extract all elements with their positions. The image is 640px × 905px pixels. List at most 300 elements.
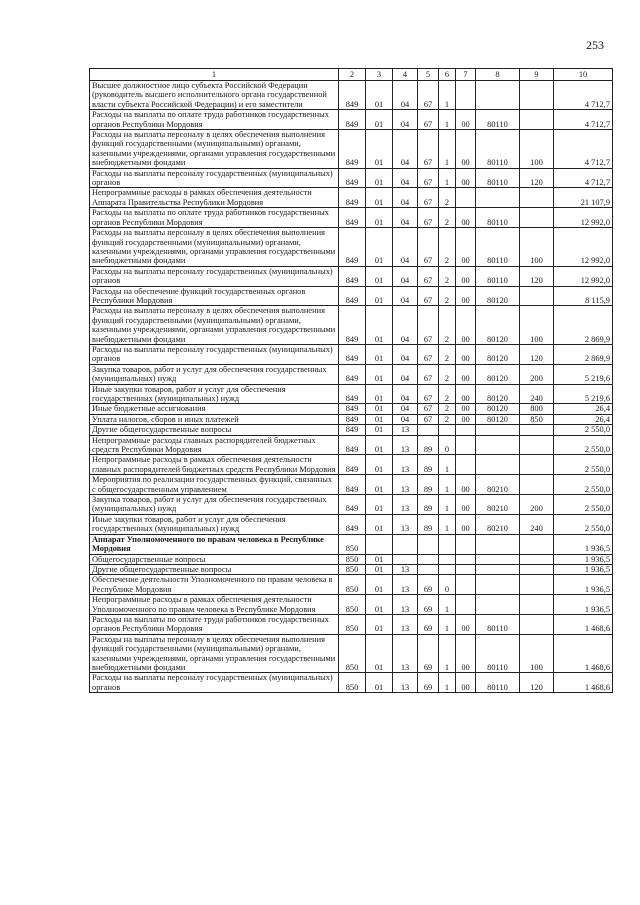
amount-cell: 1 468,6 bbox=[554, 634, 613, 673]
code-cell: 00 bbox=[456, 614, 476, 634]
code-cell: 13 bbox=[393, 634, 418, 673]
code-cell: 01 bbox=[366, 130, 393, 169]
code-cell: 89 bbox=[418, 435, 439, 455]
code-cell: 120 bbox=[520, 168, 554, 188]
code-cell: 849 bbox=[339, 384, 366, 404]
code-cell: 120 bbox=[520, 673, 554, 693]
code-cell: 849 bbox=[339, 475, 366, 495]
code-cell: 850 bbox=[339, 634, 366, 673]
code-cell: 80120 bbox=[476, 306, 520, 345]
code-cell: 80110 bbox=[476, 130, 520, 169]
code-cell: 01 bbox=[366, 414, 393, 424]
code-cell: 80120 bbox=[476, 384, 520, 404]
col-header: 1 bbox=[90, 69, 339, 81]
code-cell: 01 bbox=[366, 188, 393, 208]
code-cell: 01 bbox=[366, 595, 393, 615]
code-cell bbox=[456, 575, 476, 595]
code-cell: 00 bbox=[456, 266, 476, 286]
code-cell: 01 bbox=[366, 110, 393, 130]
code-cell: 67 bbox=[418, 168, 439, 188]
code-cell: 89 bbox=[418, 514, 439, 534]
code-cell: 80110 bbox=[476, 168, 520, 188]
code-cell: 13 bbox=[393, 435, 418, 455]
code-cell: 01 bbox=[366, 514, 393, 534]
code-cell: 13 bbox=[393, 614, 418, 634]
code-cell: 00 bbox=[456, 514, 476, 534]
code-cell: 80110 bbox=[476, 110, 520, 130]
table-row bbox=[90, 435, 613, 455]
code-cell: 849 bbox=[339, 130, 366, 169]
code-cell bbox=[520, 554, 554, 564]
col-header: 7 bbox=[456, 69, 476, 81]
code-cell: 2 bbox=[439, 384, 456, 404]
code-cell: 2 bbox=[439, 228, 456, 267]
expense-name-cell: Непрограммные расходы в рамках обеспечения деятельности Уполномоченного по правам человека в Республике Мордовия bbox=[90, 595, 339, 615]
code-cell bbox=[456, 81, 476, 110]
code-cell: 04 bbox=[393, 344, 418, 364]
code-cell: 100 bbox=[520, 130, 554, 169]
expense-name-cell: Расходы на выплаты персоналу в целях обеспечения выполнения функций государственными (муниципальными) органами, казенными учреждениями, органами управления государственными внебюджетными фондами bbox=[90, 634, 339, 673]
code-cell: 850 bbox=[339, 595, 366, 615]
code-cell: 67 bbox=[418, 306, 439, 345]
expense-name-cell: Расходы на выплаты по оплате труда работников государственных органов Республики Мордовия bbox=[90, 614, 339, 634]
code-cell: 04 bbox=[393, 306, 418, 345]
expense-name-cell: Уплата налогов, сборов и иных платежей bbox=[90, 414, 339, 424]
code-cell: 849 bbox=[339, 455, 366, 475]
code-cell: 04 bbox=[393, 228, 418, 267]
code-cell: 13 bbox=[393, 514, 418, 534]
code-cell: 04 bbox=[393, 266, 418, 286]
code-cell: 04 bbox=[393, 168, 418, 188]
code-cell: 1 bbox=[439, 634, 456, 673]
code-cell bbox=[476, 425, 520, 435]
code-cell bbox=[476, 455, 520, 475]
code-cell bbox=[520, 595, 554, 615]
col-header: 6 bbox=[439, 69, 456, 81]
code-cell bbox=[439, 534, 456, 554]
table-row bbox=[90, 228, 613, 267]
table-row bbox=[90, 344, 613, 364]
amount-cell: 4 712,7 bbox=[554, 81, 613, 110]
code-cell: 89 bbox=[418, 495, 439, 515]
code-cell: 80110 bbox=[476, 228, 520, 267]
col-header: 8 bbox=[476, 69, 520, 81]
expense-name-cell: Общегосударственные вопросы bbox=[90, 554, 339, 564]
amount-cell: 8 115,9 bbox=[554, 286, 613, 306]
code-cell: 80110 bbox=[476, 266, 520, 286]
expense-name-cell: Закупка товаров, работ и услуг для обеспечения государственных (муниципальных) нужд bbox=[90, 364, 339, 384]
code-cell: 67 bbox=[418, 286, 439, 306]
code-cell bbox=[418, 534, 439, 554]
code-cell: 849 bbox=[339, 404, 366, 414]
code-cell bbox=[520, 435, 554, 455]
table-row bbox=[90, 564, 613, 574]
code-cell: 80120 bbox=[476, 344, 520, 364]
code-cell: 67 bbox=[418, 266, 439, 286]
code-cell: 01 bbox=[366, 228, 393, 267]
expense-name-cell: Иные закупки товаров, работ и услуг для обеспечения государственных (муниципальных) нужд bbox=[90, 384, 339, 404]
table-row bbox=[90, 404, 613, 414]
table-row bbox=[90, 595, 613, 615]
page-number: 253 bbox=[586, 38, 604, 52]
code-cell: 89 bbox=[418, 455, 439, 475]
expense-name-cell: Иные закупки товаров, работ и услуг для обеспечения государственных (муниципальных) нужд bbox=[90, 514, 339, 534]
code-cell bbox=[439, 554, 456, 564]
code-cell: 00 bbox=[456, 228, 476, 267]
code-cell: 850 bbox=[520, 414, 554, 424]
amount-cell: 2 550,0 bbox=[554, 435, 613, 455]
code-cell bbox=[456, 455, 476, 475]
expense-name-cell: Расходы на выплаты персоналу государственных (муниципальных) органов bbox=[90, 344, 339, 364]
code-cell: 849 bbox=[339, 364, 366, 384]
code-cell bbox=[476, 534, 520, 554]
code-cell: 67 bbox=[418, 414, 439, 424]
expense-name-cell: Расходы на выплаты персоналу государственных (муниципальных) органов bbox=[90, 266, 339, 286]
table-row bbox=[90, 534, 613, 554]
code-cell bbox=[418, 554, 439, 564]
code-cell: 04 bbox=[393, 130, 418, 169]
code-cell: 04 bbox=[393, 404, 418, 414]
table-row bbox=[90, 130, 613, 169]
code-cell bbox=[393, 554, 418, 564]
code-cell: 850 bbox=[339, 575, 366, 595]
code-cell: 01 bbox=[366, 475, 393, 495]
expense-name-cell: Высшее должностное лицо субъекта Российской Федерации (руководитель высшего исполнительного органа государственной власти субъекта Российской Федерации) и его заместители bbox=[90, 81, 339, 110]
table-row bbox=[90, 455, 613, 475]
code-cell: 01 bbox=[366, 575, 393, 595]
amount-cell: 21 107,9 bbox=[554, 188, 613, 208]
code-cell bbox=[520, 110, 554, 130]
amount-cell: 1 936,5 bbox=[554, 554, 613, 564]
table-row bbox=[90, 168, 613, 188]
amount-cell: 1 468,6 bbox=[554, 614, 613, 634]
code-cell: 200 bbox=[520, 364, 554, 384]
code-cell bbox=[476, 564, 520, 574]
code-cell: 1 bbox=[439, 81, 456, 110]
code-cell: 01 bbox=[366, 673, 393, 693]
amount-cell: 5 219,6 bbox=[554, 364, 613, 384]
table-row bbox=[90, 110, 613, 130]
expense-name-cell: Закупка товаров, работ и услуг для обеспечения государственных (муниципальных) нужд bbox=[90, 495, 339, 515]
amount-cell: 12 992,0 bbox=[554, 228, 613, 267]
code-cell: 849 bbox=[339, 228, 366, 267]
budget-table bbox=[89, 68, 613, 693]
code-cell: 100 bbox=[520, 306, 554, 345]
amount-cell: 1 936,5 bbox=[554, 564, 613, 574]
code-cell: 69 bbox=[418, 595, 439, 615]
code-cell bbox=[456, 554, 476, 564]
amount-cell: 12 992,0 bbox=[554, 266, 613, 286]
header-row bbox=[90, 69, 613, 81]
amount-cell: 2 550,0 bbox=[554, 455, 613, 475]
code-cell bbox=[520, 564, 554, 574]
code-cell: 00 bbox=[456, 286, 476, 306]
code-cell: 849 bbox=[339, 425, 366, 435]
code-cell bbox=[456, 425, 476, 435]
code-cell: 80210 bbox=[476, 475, 520, 495]
code-cell: 240 bbox=[520, 384, 554, 404]
code-cell: 00 bbox=[456, 384, 476, 404]
code-cell bbox=[520, 188, 554, 208]
code-cell: 04 bbox=[393, 286, 418, 306]
code-cell: 13 bbox=[393, 495, 418, 515]
code-cell: 00 bbox=[456, 130, 476, 169]
code-cell: 80120 bbox=[476, 286, 520, 306]
table-row bbox=[90, 673, 613, 693]
code-cell: 13 bbox=[393, 575, 418, 595]
table-row bbox=[90, 514, 613, 534]
code-cell: 04 bbox=[393, 208, 418, 228]
code-cell: 2 bbox=[439, 404, 456, 414]
code-cell: 80120 bbox=[476, 364, 520, 384]
code-cell: 2 bbox=[439, 306, 456, 345]
code-cell bbox=[520, 425, 554, 435]
code-cell bbox=[456, 435, 476, 455]
code-cell: 80210 bbox=[476, 495, 520, 515]
code-cell: 01 bbox=[366, 306, 393, 345]
expense-name-cell: Расходы на выплаты персоналу государственных (муниципальных) органов bbox=[90, 673, 339, 693]
table-row bbox=[90, 475, 613, 495]
code-cell: 849 bbox=[339, 344, 366, 364]
expense-name-cell: Расходы на выплаты по оплате труда работников государственных органов Республики Мордовия bbox=[90, 110, 339, 130]
expense-name-cell: Расходы на выплаты персоналу в целях обеспечения выполнения функций государственными (муниципальными) органами, казенными учреждениями, органами управления государственными внебюджетными фондами bbox=[90, 228, 339, 267]
code-cell: 2 bbox=[439, 266, 456, 286]
code-cell: 01 bbox=[366, 634, 393, 673]
code-cell: 2 bbox=[439, 188, 456, 208]
code-cell: 00 bbox=[456, 364, 476, 384]
code-cell: 67 bbox=[418, 188, 439, 208]
code-cell: 1 bbox=[439, 495, 456, 515]
code-cell: 100 bbox=[520, 634, 554, 673]
amount-cell: 2 869,9 bbox=[554, 306, 613, 345]
code-cell: 04 bbox=[393, 188, 418, 208]
code-cell bbox=[456, 188, 476, 208]
col-header: 2 bbox=[339, 69, 366, 81]
code-cell: 01 bbox=[366, 384, 393, 404]
amount-cell: 2 550,0 bbox=[554, 425, 613, 435]
code-cell: 04 bbox=[393, 364, 418, 384]
amount-cell: 4 712,7 bbox=[554, 110, 613, 130]
expense-name-cell: Расходы на выплаты персоналу государственных (муниципальных) органов bbox=[90, 168, 339, 188]
code-cell: 01 bbox=[366, 425, 393, 435]
expense-name-cell: Непрограммные расходы главных распорядителей бюджетных средств Республики Мордовия bbox=[90, 435, 339, 455]
code-cell bbox=[520, 455, 554, 475]
code-cell: 100 bbox=[520, 228, 554, 267]
expense-name-cell: Аппарат Уполномоченного по правам человека в Республике Мордовия bbox=[90, 534, 339, 554]
code-cell: 00 bbox=[456, 168, 476, 188]
expense-name-cell: Другие общегосударственные вопросы bbox=[90, 425, 339, 435]
code-cell: 00 bbox=[456, 404, 476, 414]
code-cell: 849 bbox=[339, 110, 366, 130]
code-cell bbox=[520, 475, 554, 495]
code-cell bbox=[520, 286, 554, 306]
code-cell: 2 bbox=[439, 344, 456, 364]
code-cell: 1 bbox=[439, 673, 456, 693]
code-cell: 69 bbox=[418, 673, 439, 693]
code-cell bbox=[456, 595, 476, 615]
code-cell: 04 bbox=[393, 110, 418, 130]
code-cell bbox=[393, 534, 418, 554]
code-cell: 13 bbox=[393, 425, 418, 435]
code-cell bbox=[456, 564, 476, 574]
code-cell bbox=[476, 188, 520, 208]
code-cell: 01 bbox=[366, 564, 393, 574]
code-cell: 01 bbox=[366, 168, 393, 188]
code-cell: 00 bbox=[456, 208, 476, 228]
table-row bbox=[90, 188, 613, 208]
col-header: 5 bbox=[418, 69, 439, 81]
expense-name-cell: Другие общегосударственные вопросы bbox=[90, 564, 339, 574]
code-cell: 01 bbox=[366, 286, 393, 306]
code-cell: 1 bbox=[439, 110, 456, 130]
code-cell: 67 bbox=[418, 404, 439, 414]
amount-cell: 2 550,0 bbox=[554, 514, 613, 534]
code-cell: 0 bbox=[439, 435, 456, 455]
code-cell: 2 bbox=[439, 414, 456, 424]
table-body bbox=[90, 81, 613, 693]
code-cell: 89 bbox=[418, 475, 439, 495]
code-cell bbox=[456, 534, 476, 554]
amount-cell: 2 550,0 bbox=[554, 495, 613, 515]
code-cell: 13 bbox=[393, 475, 418, 495]
code-cell: 04 bbox=[393, 81, 418, 110]
table-row bbox=[90, 306, 613, 345]
expense-name-cell: Обеспечение деятельности Уполномоченного по правам человека в Республике Мордовия bbox=[90, 575, 339, 595]
expense-name-cell: Непрограммные расходы в рамках обеспечения деятельности главных распорядителей бюджетных средств Республики Мордовия bbox=[90, 455, 339, 475]
code-cell: 80110 bbox=[476, 673, 520, 693]
code-cell: 80210 bbox=[476, 514, 520, 534]
code-cell: 80120 bbox=[476, 414, 520, 424]
code-cell bbox=[476, 554, 520, 564]
code-cell: 849 bbox=[339, 208, 366, 228]
expense-name-cell: Расходы на выплаты персоналу в целях обеспечения выполнения функций государственными (муниципальными) органами, казенными учреждениями, органами управления государственными внебюджетными фондами bbox=[90, 306, 339, 345]
code-cell: 01 bbox=[366, 554, 393, 564]
code-cell bbox=[476, 595, 520, 615]
table-row bbox=[90, 495, 613, 515]
table-row bbox=[90, 286, 613, 306]
expense-name-cell: Расходы на обеспечение функций государственных органов Республики Мордовия bbox=[90, 286, 339, 306]
code-cell bbox=[418, 564, 439, 574]
code-cell: 00 bbox=[456, 495, 476, 515]
code-cell bbox=[418, 425, 439, 435]
code-cell: 01 bbox=[366, 455, 393, 475]
expense-name-cell: Расходы на выплаты по оплате труда работников государственных органов Республики Мордовия bbox=[90, 208, 339, 228]
code-cell: 00 bbox=[456, 306, 476, 345]
code-cell: 00 bbox=[456, 414, 476, 424]
code-cell: 800 bbox=[520, 404, 554, 414]
amount-cell: 4 712,7 bbox=[554, 168, 613, 188]
amount-cell: 1 936,5 bbox=[554, 534, 613, 554]
code-cell: 13 bbox=[393, 595, 418, 615]
col-header: 4 bbox=[393, 69, 418, 81]
code-cell: 1 bbox=[439, 595, 456, 615]
table-row bbox=[90, 575, 613, 595]
code-cell: 69 bbox=[418, 614, 439, 634]
code-cell: 67 bbox=[418, 208, 439, 228]
amount-cell: 2 869,9 bbox=[554, 344, 613, 364]
code-cell: 1 bbox=[439, 614, 456, 634]
code-cell: 850 bbox=[339, 614, 366, 634]
table-row bbox=[90, 634, 613, 673]
table-row bbox=[90, 266, 613, 286]
code-cell: 01 bbox=[366, 266, 393, 286]
code-cell: 849 bbox=[339, 168, 366, 188]
code-cell bbox=[520, 81, 554, 110]
code-cell: 13 bbox=[393, 673, 418, 693]
amount-cell: 12 992,0 bbox=[554, 208, 613, 228]
code-cell: 01 bbox=[366, 435, 393, 455]
code-cell: 69 bbox=[418, 575, 439, 595]
code-cell: 00 bbox=[456, 634, 476, 673]
code-cell: 67 bbox=[418, 110, 439, 130]
code-cell: 67 bbox=[418, 130, 439, 169]
code-cell bbox=[439, 564, 456, 574]
col-header: 3 bbox=[366, 69, 393, 81]
code-cell: 2 bbox=[439, 208, 456, 228]
table-row bbox=[90, 384, 613, 404]
code-cell: 01 bbox=[366, 344, 393, 364]
code-cell: 00 bbox=[456, 110, 476, 130]
code-cell: 80110 bbox=[476, 634, 520, 673]
code-cell bbox=[366, 534, 393, 554]
code-cell: 00 bbox=[456, 344, 476, 364]
table-row bbox=[90, 425, 613, 435]
expense-name-cell: Расходы на выплаты персоналу в целях обеспечения выполнения функций государственными (муниципальными) органами, казенными учреждениями, органами управления государственными внебюджетными фондами bbox=[90, 130, 339, 169]
code-cell: 849 bbox=[339, 286, 366, 306]
code-cell: 80120 bbox=[476, 404, 520, 414]
code-cell: 01 bbox=[366, 364, 393, 384]
code-cell: 04 bbox=[393, 414, 418, 424]
code-cell: 00 bbox=[456, 673, 476, 693]
code-cell: 849 bbox=[339, 495, 366, 515]
code-cell: 849 bbox=[339, 81, 366, 110]
code-cell: 0 bbox=[439, 575, 456, 595]
code-cell bbox=[476, 575, 520, 595]
code-cell: 849 bbox=[339, 435, 366, 455]
amount-cell: 26,4 bbox=[554, 414, 613, 424]
code-cell: 1 bbox=[439, 130, 456, 169]
code-cell: 67 bbox=[418, 81, 439, 110]
code-cell: 850 bbox=[339, 554, 366, 564]
amount-cell: 1 936,5 bbox=[554, 575, 613, 595]
amount-cell: 1 936,5 bbox=[554, 595, 613, 615]
code-cell: 2 bbox=[439, 364, 456, 384]
code-cell: 13 bbox=[393, 455, 418, 475]
expense-name-cell: Мероприятия по реализации государственных функций, связанных с общегосударственным управлением bbox=[90, 475, 339, 495]
code-cell bbox=[476, 81, 520, 110]
code-cell: 120 bbox=[520, 266, 554, 286]
table-row bbox=[90, 614, 613, 634]
code-cell: 120 bbox=[520, 344, 554, 364]
code-cell: 1 bbox=[439, 475, 456, 495]
code-cell: 849 bbox=[339, 188, 366, 208]
code-cell: 80110 bbox=[476, 614, 520, 634]
code-cell: 01 bbox=[366, 495, 393, 515]
code-cell: 200 bbox=[520, 495, 554, 515]
code-cell: 1 bbox=[439, 455, 456, 475]
code-cell: 01 bbox=[366, 208, 393, 228]
expense-name-cell: Непрограммные расходы в рамках обеспечения деятельности Аппарата Правительства Республики Мордовия bbox=[90, 188, 339, 208]
code-cell: 850 bbox=[339, 534, 366, 554]
amount-cell: 1 468,6 bbox=[554, 673, 613, 693]
code-cell: 00 bbox=[456, 475, 476, 495]
code-cell bbox=[476, 435, 520, 455]
expense-name-cell: Иные бюджетные ассигнования bbox=[90, 404, 339, 414]
code-cell: 2 bbox=[439, 286, 456, 306]
code-cell: 850 bbox=[339, 564, 366, 574]
code-cell: 1 bbox=[439, 168, 456, 188]
code-cell: 849 bbox=[339, 414, 366, 424]
